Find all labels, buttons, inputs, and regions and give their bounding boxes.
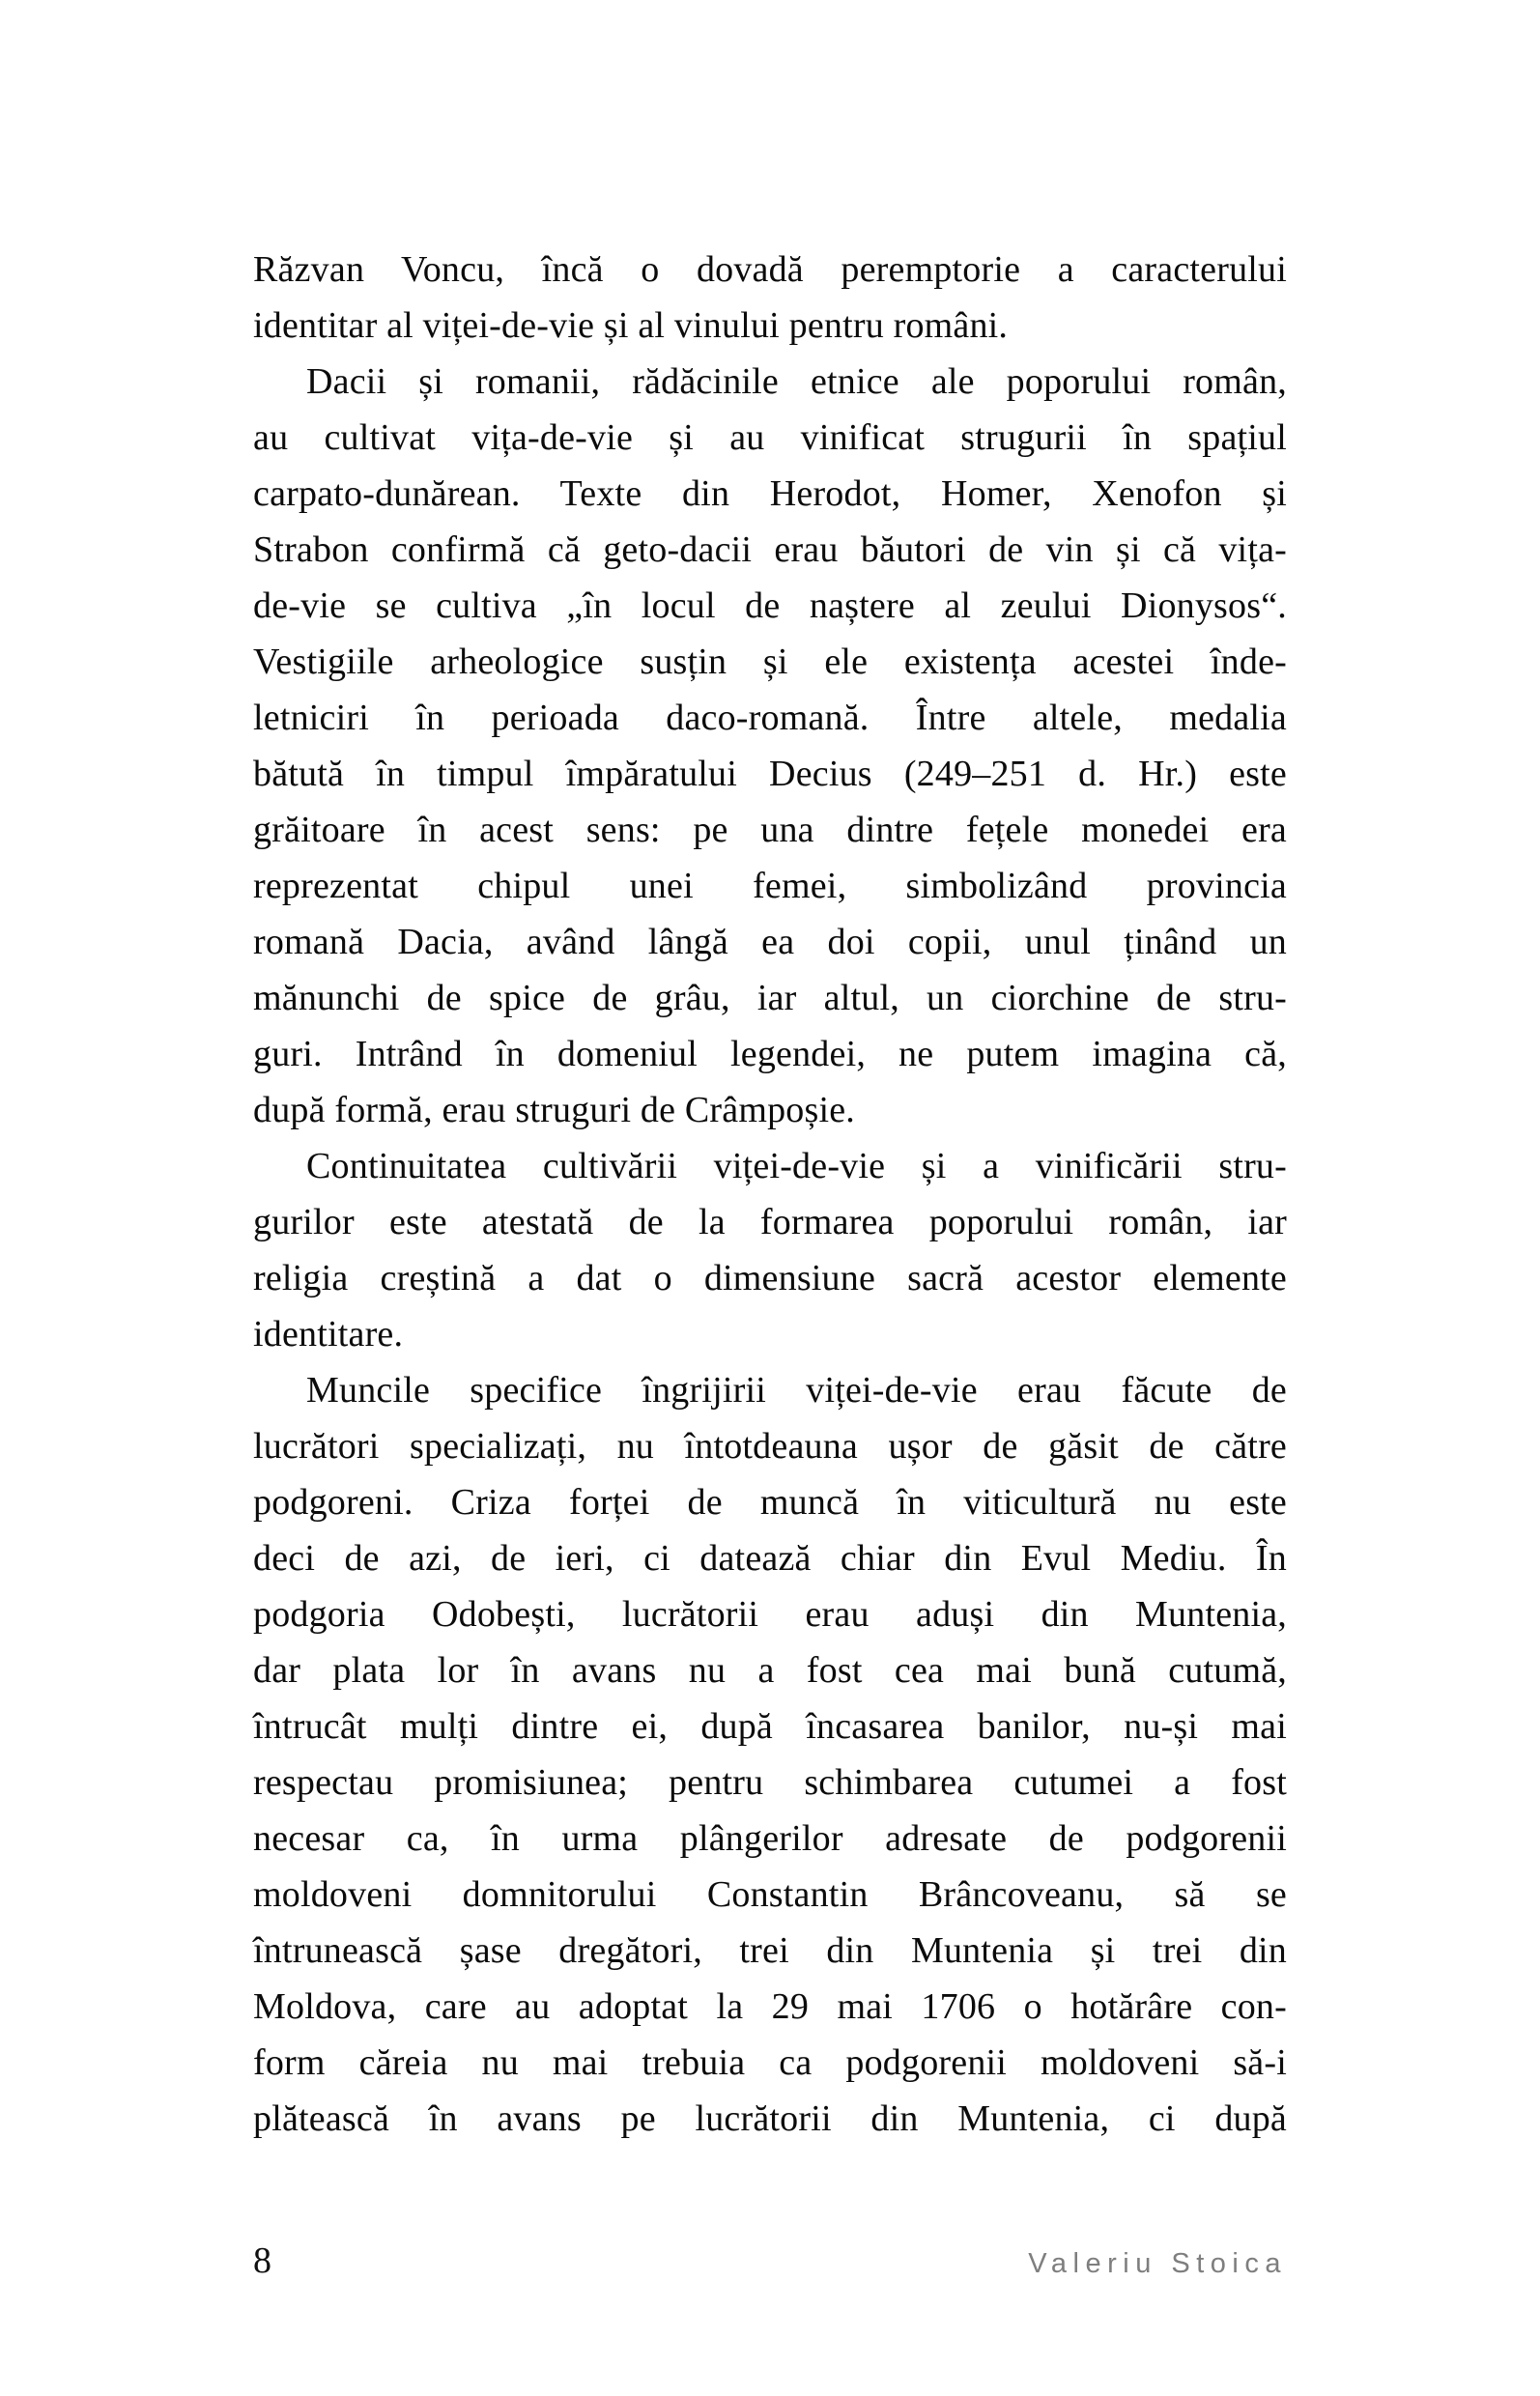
text-line: Dacii și romanii, rădăcinile etnice ale poporului român, [306,361,1287,402]
text-line: Vestigiile arheologice susțin și ele existența acestei înde- [253,642,1287,682]
page-footer [253,2239,1287,2282]
text-line: Răzvan Voncu, încă o dovadă peremptorie a caracterului [253,249,1287,290]
text-line: dar plata lor în avans nu a fost cea mai bună cutumă, [253,1650,1287,1691]
text-line: identitar al viței-de-vie și al vinului pentru români. [253,305,1009,346]
text-line: lucrători specializați, nu întotdeauna ușor de găsit de către [253,1426,1287,1467]
text-line: identitare. [253,1314,404,1355]
text-line: romană Dacia, având lângă ea doi copii, unul ținând un [253,922,1287,962]
text-line: religia creștină a dat o dimensiune sacră acestor elemente [253,1258,1287,1298]
text-line: guri. Intrând în domeniul legendei, ne putem imagina că, [253,1034,1287,1074]
text-line: întrunească șase dregători, trei din Muntenia și trei din [253,1930,1287,1971]
text-line: gurilor este atestată de la formarea poporului român, iar [253,1202,1287,1242]
text-line: mănunchi de spice de grâu, iar altul, un ciorchine de stru- [253,978,1287,1018]
text-line: reprezentat chipul unei femei, simbolizând provincia [253,866,1287,906]
text-line: carpato-dunărean. Texte din Herodot, Homer, Xenofon și [253,473,1287,514]
running-footer-author: Valeriu Stoica [1028,2248,1287,2279]
text-line: Moldova, care au adoptat la 29 mai 1706 o hotărâre con- [253,1986,1287,2027]
text-line: necesar ca, în urma plângerilor adresate de podgorenii [253,1818,1287,1859]
text-line: bătută în timpul împăratului Decius (249–251 d. Hr.) este [253,754,1287,794]
text-line: plătească în avans pe lucrătorii din Muntenia, ci după [253,2098,1287,2139]
text-line: Strabon confirmă că geto-dacii erau băutori de vin și că vița- [253,529,1287,570]
text-line: Muncile specifice îngrijirii viței-de-vie erau făcute de [306,1370,1287,1411]
text-line: moldoveni domnitorului Constantin Brâncoveanu, să se [253,1874,1287,1915]
text-line: letniciri în perioada daco-romană. Între altele, medalia [253,698,1287,738]
text-line: au cultivat vița-de-vie și au vinificat strugurii în spațiul [253,417,1287,458]
page-number: 8 [253,2240,271,2281]
text-line: podgoreni. Criza forței de muncă în viticultură nu este [253,1482,1287,1523]
text-line: podgoria Odobești, lucrătorii erau aduși din Muntenia, [253,1594,1287,1635]
text-line: form căreia nu mai trebuia ca podgorenii moldoveni să-i [253,2042,1287,2083]
text-line: întrucât mulți dintre ei, după încasarea banilor, nu-și mai [253,1706,1287,1747]
text-line: grăitoare în acest sens: pe una dintre fețele monedei era [253,810,1287,850]
text-line: de-vie se cultiva „în locul de naștere al zeului Dionysos“. [253,585,1287,626]
text-line: Continuitatea cultivării viței-de-vie și a vinificării stru- [306,1146,1287,1186]
text-line: respectau promisiunea; pentru schimbarea cutumei a fost [253,1762,1287,1803]
body-text [253,242,1287,2147]
text-line: deci de azi, de ieri, ci datează chiar din Evul Mediu. În [253,1538,1287,1579]
text-line: după formă, erau struguri de Crâmpoșie. [253,1090,855,1130]
